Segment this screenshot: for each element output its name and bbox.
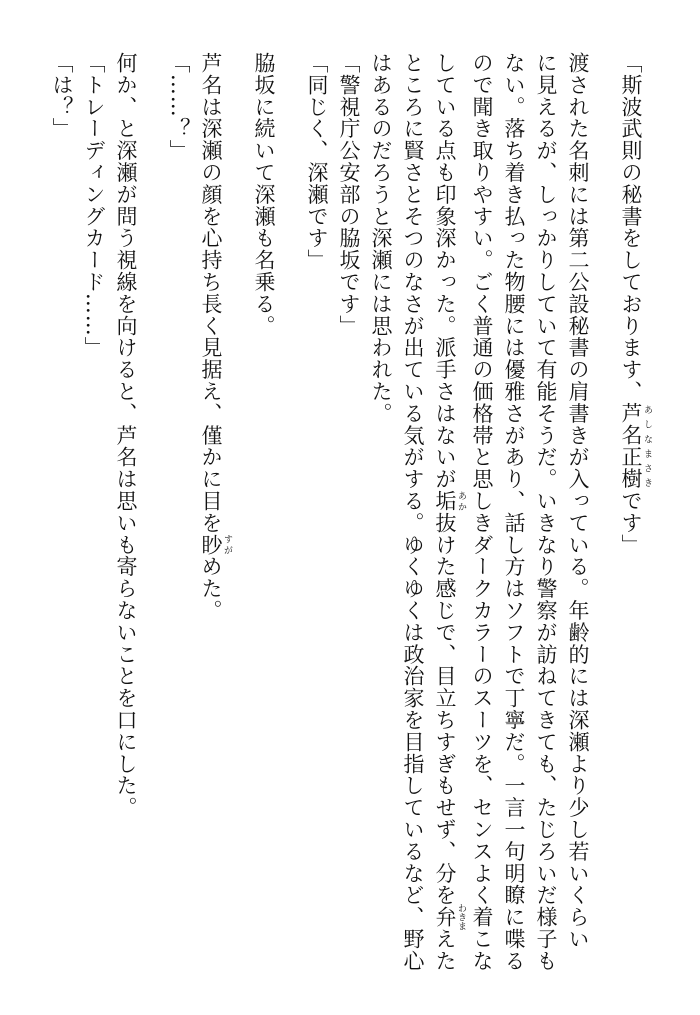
text-line: している点も印象深かった。派手さはないが垢 あか抜けた感じで、目立ちすぎもせず、分を弁 わきまえた [433, 52, 466, 972]
ruby-annotation: 垢 あか [433, 490, 466, 512]
dialogue-line: 「トレーディングカード……」 [82, 52, 106, 359]
text-line: ない。落ち着き払った物腰には優雅さがあり、話し方はソフトで丁寧だ。一言一句明瞭に喋る [502, 52, 526, 972]
text-line: 渡された名刺には第二公設秘書の肩書きが入っている。年齢的には深瀬より少し若いくらい [566, 52, 590, 950]
vertical-text-body [46, 52, 652, 982]
dialogue-line: 「は？」 [50, 52, 74, 140]
text-line: 脇坂に続いて深瀬も名乗る。 [252, 52, 276, 337]
text-line: に見えるが、しっかりしていて有能そうだ。いきなり警察が訪ねてきても、たじろいだ様子も [534, 52, 558, 972]
text-line: ので聞き取りやすい。ごく普通の価格帯と思しきダークカラーのスーツを、センスよく着こな [470, 52, 494, 972]
ruby-annotation: 眇 すが [199, 533, 232, 556]
text-line: 芦名は深瀬の顔を心持ち長く見据え、僅かに目を眇 すがめた。 [199, 52, 232, 622]
ruby-annotation: 芦名正樹 あしなまさき [619, 402, 652, 491]
dialogue-line: 「同じく、深瀬です」 [305, 52, 329, 271]
dialogue-line: 「警視庁公安部の脇坂です」 [337, 52, 361, 337]
ruby-annotation: 弁 わきま [433, 903, 466, 931]
text-line: はあるのだろうと深瀬には思われた。 [369, 52, 393, 425]
dialogue-line: 「……？」 [167, 52, 191, 162]
text-line: 何か、と深瀬が問う視線を向けると、芦名は思いも寄らないことを口にした。 [114, 52, 138, 819]
text-line: ところに賢さとそつのなさが出ている気がする。ゆくゆくは政治家を目指しているなど、野心 [401, 52, 425, 972]
text-line: 「斯波武則の秘書をしております、芦名正樹 あしなまさきです」 [619, 52, 652, 556]
